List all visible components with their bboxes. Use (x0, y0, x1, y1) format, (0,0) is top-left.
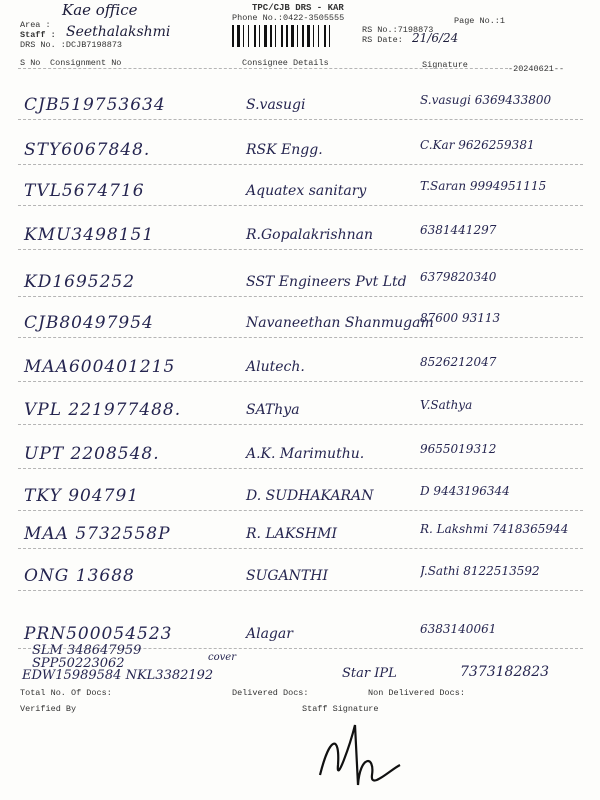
signature-note: 8526212047 (420, 355, 497, 369)
date-stamp: -20240621-- (508, 64, 565, 74)
area-handwritten: Kae office (62, 1, 138, 19)
consignment-number: MAA 5732558P (24, 524, 171, 544)
signature-note: V.Sathya (420, 398, 473, 412)
row-divider (18, 468, 583, 469)
consignee-name: Navaneethan Shanmugam (246, 315, 434, 331)
row-divider (18, 337, 583, 338)
consignee-name: R.Gopalakrishnan (246, 227, 373, 243)
col-consignment: Consignment No (50, 58, 122, 68)
barcode-bar (324, 25, 326, 47)
barcode-bar (295, 25, 296, 47)
row-divider (18, 548, 583, 549)
row-divider (18, 424, 583, 425)
rs-date-label: RS Date: (362, 35, 403, 45)
phone-number: Phone No.:0422-3505555 (232, 13, 345, 23)
barcode-bar (237, 25, 240, 47)
staff-signature-label: Staff Signature (302, 704, 379, 714)
barcode-bar (277, 25, 280, 47)
total-docs-label: Total No. Of Docs: (20, 688, 112, 698)
consignee-name: A.K. Marimuthu. (246, 446, 365, 462)
barcode-bar (315, 25, 317, 47)
consignment-number: TKY 904791 (24, 486, 140, 506)
barcode-bar (281, 25, 283, 47)
rs-date-handwritten: 21/6/24 (412, 31, 459, 45)
barcode-bar (291, 25, 294, 47)
staff-label: Staff : (20, 30, 56, 40)
barcode-bar (286, 25, 288, 47)
barcode-bar (235, 25, 236, 47)
signature-note: 6379820340 (420, 270, 497, 284)
consignee-name: R. LAKSHMI (246, 526, 337, 542)
consignee-name: D. SUDHAKARAN (246, 488, 374, 504)
staff-signature-scribble (300, 715, 410, 799)
consignee-name: SUGANTHI (246, 568, 329, 584)
header-rule (18, 68, 508, 69)
barcode-bar (243, 25, 244, 47)
barcode-bar (264, 25, 267, 47)
consignee-name: SST Engineers Pvt Ltd (246, 274, 407, 290)
col-consignee: Consignee Details (242, 58, 329, 68)
staff-handwritten: Seethalakshmi (66, 24, 171, 40)
barcode-bar (250, 25, 253, 47)
consignment-number: PRN500054523 (24, 624, 173, 644)
page-number: Page No.:1 (454, 16, 506, 26)
consignment-number: CJB80497954 (24, 313, 154, 333)
barcode-bar (313, 25, 314, 47)
barcode-bar (307, 25, 310, 47)
barcode-bar (329, 25, 330, 47)
row-divider (18, 296, 583, 297)
signature-note: 9655019312 (420, 442, 497, 456)
consignee-name: S.vasugi (246, 97, 306, 113)
delivered-docs-label: Delivered Docs: (232, 688, 309, 698)
area-label: Area : (20, 20, 51, 30)
signature-note: J.Sathi 8122513592 (420, 564, 540, 578)
barcode-bar (320, 25, 323, 47)
consignee-name: RSK Engg. (246, 142, 323, 158)
barcode-bar (261, 25, 263, 47)
barcode-bar (318, 25, 319, 47)
cover-note: cover (208, 652, 236, 663)
rs-number: RS No.:7198873 (362, 25, 434, 35)
barcode-bar (257, 25, 258, 47)
col-signature: Signature (422, 60, 468, 70)
barcode-bar (327, 25, 328, 47)
page-title: TPC/CJB DRS - KAR (252, 3, 344, 13)
signature-note: D 9443196344 (420, 484, 510, 498)
barcode-bar (248, 25, 249, 47)
barcode-bar (299, 25, 301, 47)
consignment-number: KD1695252 (24, 272, 136, 292)
barcode-bar (254, 25, 256, 47)
slm-line: SLM 348647959 (32, 643, 142, 658)
non-delivered-docs-label: Non Delivered Docs: (368, 688, 465, 698)
star-phone: 7373182823 (460, 664, 550, 680)
consignment-number: VPL 221977488. (24, 400, 182, 420)
barcode-bar (305, 25, 306, 47)
barcode-bar (273, 25, 274, 47)
barcode-bar (275, 25, 276, 47)
barcode-bar (297, 25, 298, 47)
row-divider (18, 510, 583, 511)
barcode (232, 25, 334, 47)
signature-note: T.Saran 9994951115 (420, 179, 547, 193)
signature-note: 87600 93113 (420, 311, 501, 325)
barcode-bar (241, 25, 242, 47)
row-divider (18, 590, 583, 591)
signature-note: 6381441297 (420, 223, 497, 237)
col-sno: S No (20, 58, 41, 68)
drs-number: DRS No. :DCJB7198873 (20, 40, 123, 50)
consignment-number: CJB519753634 (24, 95, 166, 115)
consignment-number: UPT 2208548. (24, 444, 160, 464)
star-line: Star IPL (342, 666, 397, 681)
consignment-number: MAA600401215 (24, 357, 176, 377)
edw-line: EDW15989584 NKL3382192 (22, 668, 214, 683)
barcode-bar (232, 25, 234, 47)
consignee-name: Alutech. (246, 359, 305, 375)
barcode-bar (289, 25, 290, 47)
signature-note: S.vasugi 6369433800 (420, 93, 552, 107)
row-divider (18, 119, 583, 120)
spp-line: SPP50223062 (32, 656, 125, 671)
verified-by-label: Verified By (20, 704, 77, 714)
consignee-name: Aquatex sanitary (246, 183, 367, 199)
row-divider (18, 164, 583, 165)
consignment-number: KMU3498151 (24, 225, 155, 245)
row-divider (18, 381, 583, 382)
consignment-number: ONG 13688 (24, 566, 135, 586)
barcode-bar (302, 25, 304, 47)
signature-note: 6383140061 (420, 622, 497, 636)
row-divider (18, 205, 583, 206)
barcode-bar (311, 25, 312, 47)
consignment-number: STY6067848. (24, 140, 151, 160)
barcode-bar (245, 25, 247, 47)
consignee-name: Alagar (246, 626, 293, 642)
consignee-name: SAThya (246, 402, 300, 418)
barcode-bar (331, 25, 333, 47)
consignment-number: TVL5674716 (24, 181, 145, 201)
barcode-bar (259, 25, 260, 47)
barcode-bar (270, 25, 272, 47)
signature-note: R. Lakshmi 7418365944 (420, 522, 569, 536)
barcode-bar (268, 25, 269, 47)
row-divider (18, 249, 583, 250)
signature-note: C.Kar 9626259381 (420, 138, 535, 152)
barcode-bar (284, 25, 285, 47)
